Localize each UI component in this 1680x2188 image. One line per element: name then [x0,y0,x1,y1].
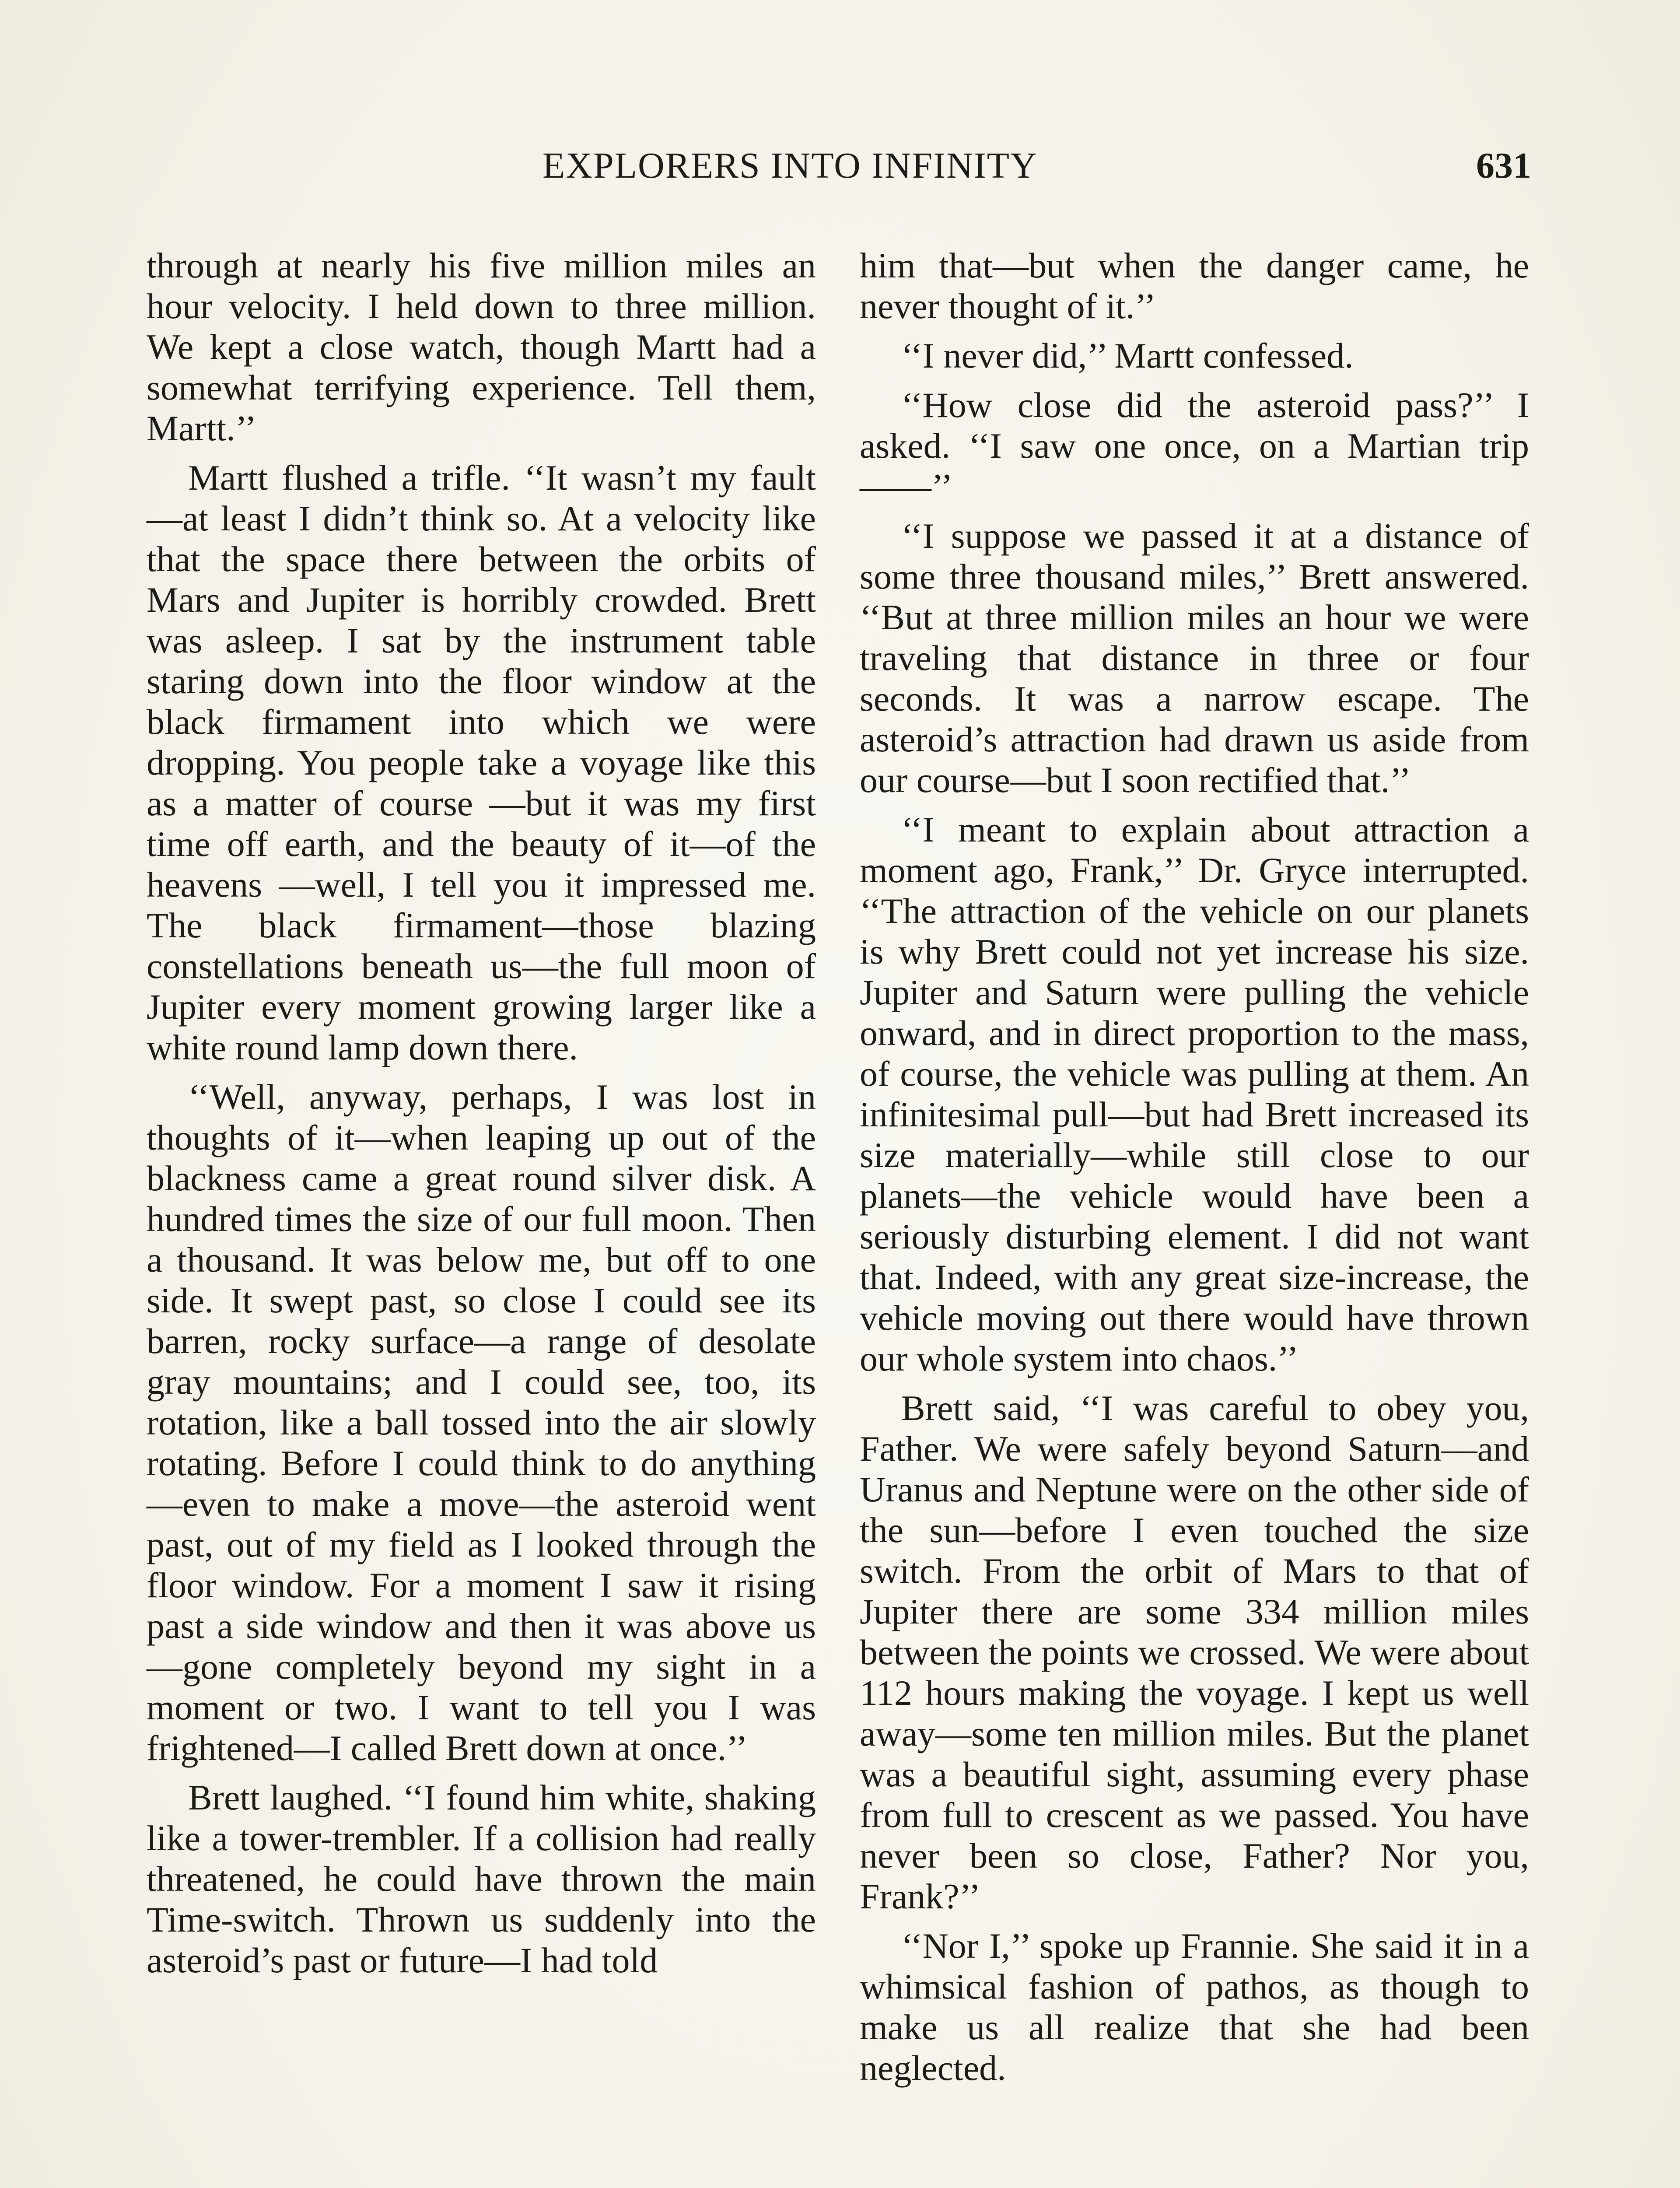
left-column [147,245,816,1989]
paragraph: Martt flushed a trifle. ‘‘It wasn’t my fault—at least I didn’t think so. At a velocity like that the space there between the orbits of Mars and Jupiter is horribly crowded. Brett was asleep. I sat by the instrument table staring down into the floor window at the black firmament into which we were dropping. You people take a voyage like this as a matter of course —but it was my first time off earth, and the beauty of it—of the heavens —well, I tell you it impressed me. The black firmament—those blazing constellations beneath us—the full moon of Jupiter every moment growing larger like a white round lamp down there. [147,458,816,1067]
paragraph: through at nearly his five million miles an hour velocity. I held down to three million. We kept a close watch, though Martt had a somewhat terrifying experience. Tell them, Martt.’’ [147,245,816,448]
running-head: EXPLORERS INTO INFINITY [542,145,1038,186]
paragraph: Brett laughed. ‘‘I found him white, shaking like a tower-trembler. If a collision had really threatened, he could have thrown the main Time-switch. Thrown us suddenly into the asteroid’s past or future—I had told [147,1778,816,1980]
paragraph: ‘‘I suppose we passed it at a distance of some three thousand miles,’’ Brett answered. ‘‘But at three million miles an hour we were traveling that distance in three or four seconds. It was a narrow escape. The asteroid’s attraction had drawn us aside from our course—but I soon rectified that.’’ [860,516,1529,800]
paragraph: ‘‘Nor I,’’ spoke up Frannie. She said it in a whimsical fashion of pathos, as though to make us all realize that she had been neglected. [860,1926,1529,2088]
paragraph: ‘‘I never did,’’ Martt confessed. [901,336,1354,375]
paragraph: ‘‘I meant to explain about attraction a moment ago, Frank,’’ Dr. Gryce interrupted. ‘‘The attraction of the vehicle on our planets is why Brett could not yet increase his size. Jupiter and Saturn were pulling the vehicle onward, and in direct proportion to the mass, of course, the vehicle was pulling at them. An infinitesimal pull—but had Brett increased its size materially—while still close to our planets—the vehicle would have been a seriously disturbing element. I did not want that. Indeed, with any great size-increase, the vehicle moving out there would have thrown our whole system into chaos.’’ [860,810,1529,1378]
page-number: 631 [1476,145,1531,186]
paragraph: Brett said, ‘‘I was careful to obey you, Father. We were safely beyond Saturn—and Uranus and Neptune were on the other side of the sun—before I even touched the size switch. From the orbit of Mars to that of Jupiter there are some 334 million miles between the points we crossed. We were about 112 hours making the voyage. I kept us well away—some ten million miles. But the planet was a beautiful sight, assuming every phase from full to crescent as we passed. You have never been so close, Father? Nor you, Frank?’’ [860,1388,1529,1916]
paragraph: ‘‘Well, anyway, perhaps, I was lost in thoughts of it—when leaping up out of the blackness came a great round silver disk. A hundred times the size of our full moon. Then a thousand. It was below me, but off to one side. It swept past, so close I could see its barren, rocky surface—a range of desolate gray mountains; and I could see, too, its rotation, like a ball tossed into the air slowly rotating. Before I could think to do anything—even to make a move—the asteroid went past, out of my field as I looked through the floor window. For a moment I saw it rising past a side window and then it was above us—gone completely beyond my sight in a moment or two. I want to tell you I was frightened—I called Brett down at once.’’ [147,1077,816,1768]
paragraph: ‘‘How close did the asteroid pass?’’ I asked. ‘‘I saw one once, on a Martian trip——’’ [860,385,1529,506]
paragraph: him that—but when the danger came, he never thought of it.’’ [860,245,1529,326]
right-column [860,245,1529,2097]
